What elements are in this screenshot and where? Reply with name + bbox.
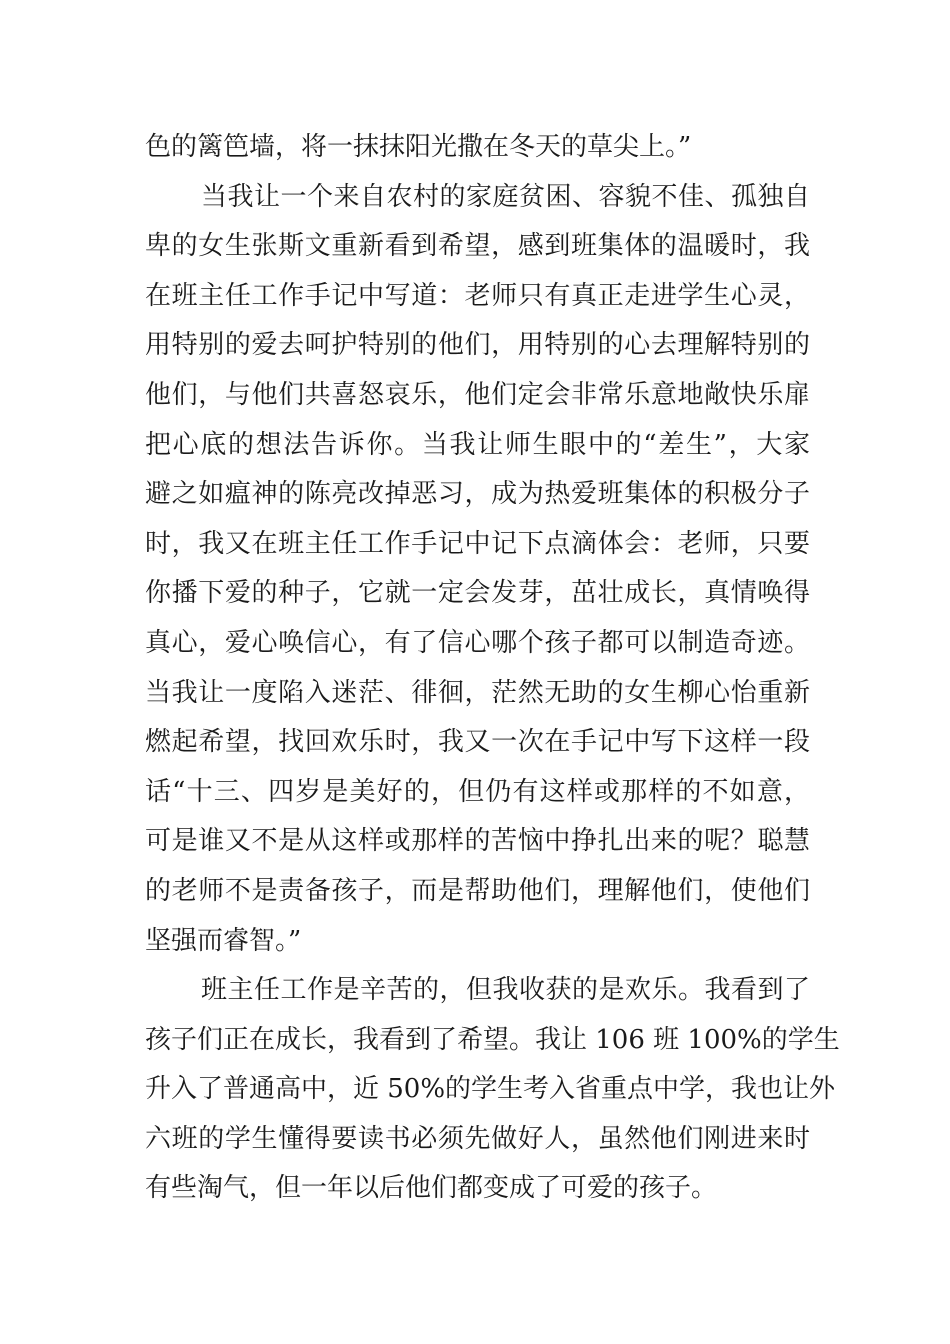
text-line: 把心底的想法告诉你。当我让师生眼中的“差生”，大家 (145, 429, 810, 460)
text-line: 色的篱笆墙，将一抹抹阳光撒在冬天的草尖上。” (145, 132, 692, 162)
text-line: 用特别的爱去呵护特别的他们，用特别的心去理解特别的 (145, 330, 810, 361)
text-line: 话“十三、四岁是美好的，但仍有这样或那样的不如意， (145, 776, 810, 807)
text-line: 的老师不是责备孩子，而是帮助他们，理解他们，使他们 (145, 875, 810, 906)
text-line: 时，我又在班主任工作手记中记下点滴体会：老师，只要 (145, 528, 810, 559)
text-line: 班主任工作是辛苦的，但我收获的是欢乐。我看到了 (201, 975, 810, 1006)
text-line: 卑的女生张斯文重新看到希望，感到班集体的温暖时，我 (145, 231, 810, 262)
text-line: 可是谁又不是从这样或那样的苦恼中挣扎出来的呢？聪慧 (145, 826, 810, 857)
text-line: 有些淘气，但一年以后他们都变成了可爱的孩子。 (145, 1173, 718, 1204)
text-line: 燃起希望，找回欢乐时，我又一次在手记中写下这样一段 (145, 727, 810, 758)
text-line: 避之如瘟神的陈亮改掉恶习，成为热爱班集体的积极分子 (145, 479, 810, 510)
text-line: 你播下爱的种子，它就一定会发芽，茁壮成长，真情唤得 (145, 578, 810, 609)
text-line: 孩子们正在成长，我看到了希望。我让 106 班 100%的学生 (145, 1024, 840, 1055)
text-line: 在班主任工作手记中写道：老师只有真正走进学生心灵， (145, 280, 810, 311)
document-body (145, 123, 840, 1214)
text-line: 当我让一个来自农村的家庭贫困、容貌不佳、孤独自 (201, 181, 810, 212)
text-line: 真心，爱心唤信心，有了信心哪个孩子都可以制造奇迹。 (145, 627, 810, 658)
text-line: 当我让一度陷入迷茫、徘徊，茫然无助的女生柳心怡重新 (145, 677, 810, 708)
text-line: 升入了普通高中，近 50%的学生考入省重点中学，我也让外 (145, 1074, 836, 1105)
text-line: 他们，与他们共喜怒哀乐，他们定会非常乐意地敞快乐扉 (145, 379, 810, 410)
text-line: 六班的学生懂得要读书必须先做好人，虽然他们刚进来时 (145, 1123, 810, 1154)
text-line: 坚强而睿智。” (145, 925, 302, 956)
